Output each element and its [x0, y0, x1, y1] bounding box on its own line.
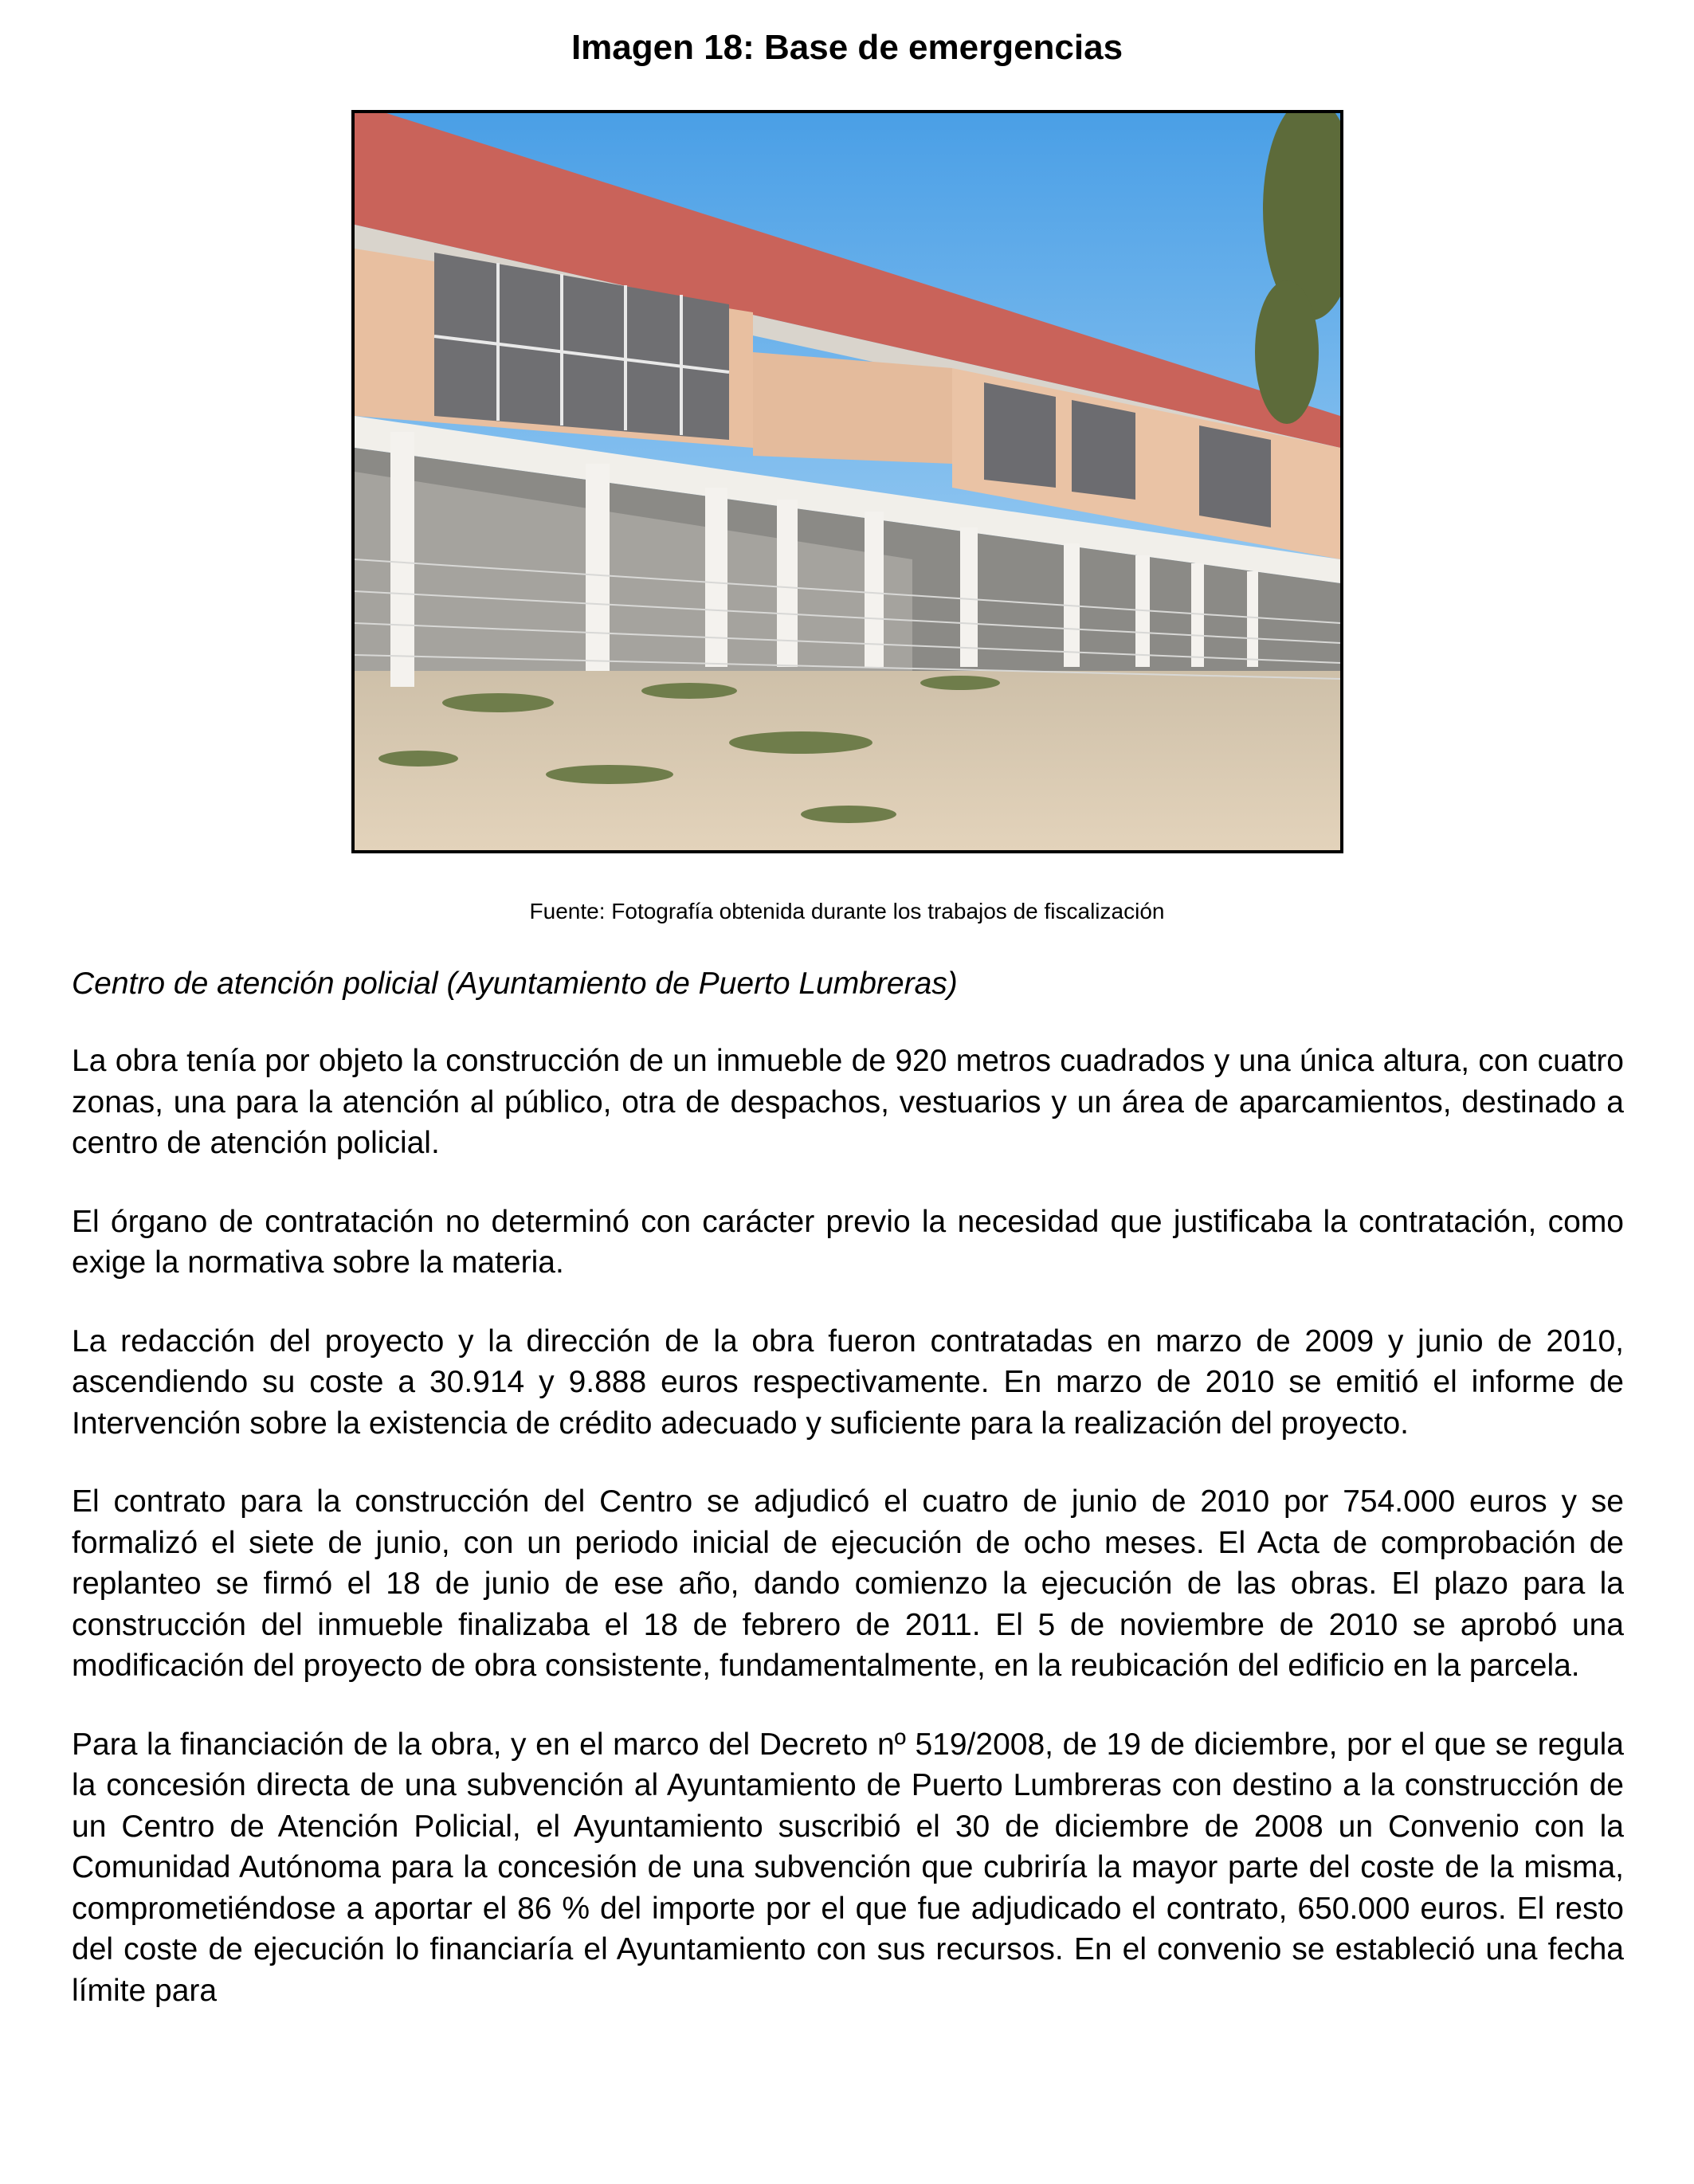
building-photo	[351, 110, 1343, 853]
paragraph-4: El contrato para la construcción del Centro se adjudicó el cuatro de junio de 2010 por 754.000 euros y se formalizó el siete de junio, con un periodo inicial de ejecución de ocho meses. El Acta de comprobación de replanteo se firmó el 18 de junio de ese año, dando comienzo la ejecución de las obras. El plazo para la construcción del inmueble finalizaba el 18 de febrero de 2011. El 5 de noviembre de 2010 se aprobó una modificación del proyecto de obra consistente, fundamentalmente, en la reubicación del edificio en la parcela.	[72, 1484, 1624, 1683]
image-title: Imagen 18: Base de emergencias	[571, 28, 1123, 67]
paragraph-3: La redacción del proyecto y la dirección de la obra fueron contratadas en marzo de 2009 y junio de 2010, ascendiendo su coste a 30.914 y 9.888 euros respectivamente. En marzo de 2010 se emitió el informe de Intervención sobre la existencia de crédito adecuado y suficiente para la realización del proyecto.	[72, 1323, 1624, 1441]
paragraph-5: Para la financiación de la obra, y en el marco del Decreto nº 519/2008, de 19 de diciembre, por el que se regula la concesión directa de una subvención al Ayuntamiento de Puerto Lumbreras con destino a la construcción de un Centro de Atención Policial, el Ayuntamiento suscribió el 30 de diciembre de 2008 un Convenio con la Comunidad Autónoma para la concesión de una subvención que cubriría la mayor parte del coste de la misma, comprometiéndose a aportar el 86 % del importe por el que fue adjudicado el contrato, 650.000 euros. El resto del coste de ejecución lo financiaría el Ayuntamiento con sus recursos. En el convenio se estableció una fecha límite para	[72, 1727, 1624, 2008]
paragraph-1: La obra tenía por objeto la construcción de un inmueble de 920 metros cuadrados y una única altura, con cuatro zonas, una para la atención al público, otra de despachos, vestuarios y un área de aparcamientos, destinado a centro de atención policial.	[72, 1044, 1624, 1160]
section-subtitle: Centro de atención policial (Ayuntamiento de Puerto Lumbreras)	[72, 967, 958, 1001]
photo-caption: Fuente: Fotografía obtenida durante los trabajos de fiscalización	[529, 899, 1165, 923]
body-text	[72, 963, 1624, 2049]
paragraph-2: El órgano de contratación no determinó con carácter previo la necesidad que justificaba la contratación, como exige la normativa sobre la materia.	[72, 1204, 1624, 1280]
